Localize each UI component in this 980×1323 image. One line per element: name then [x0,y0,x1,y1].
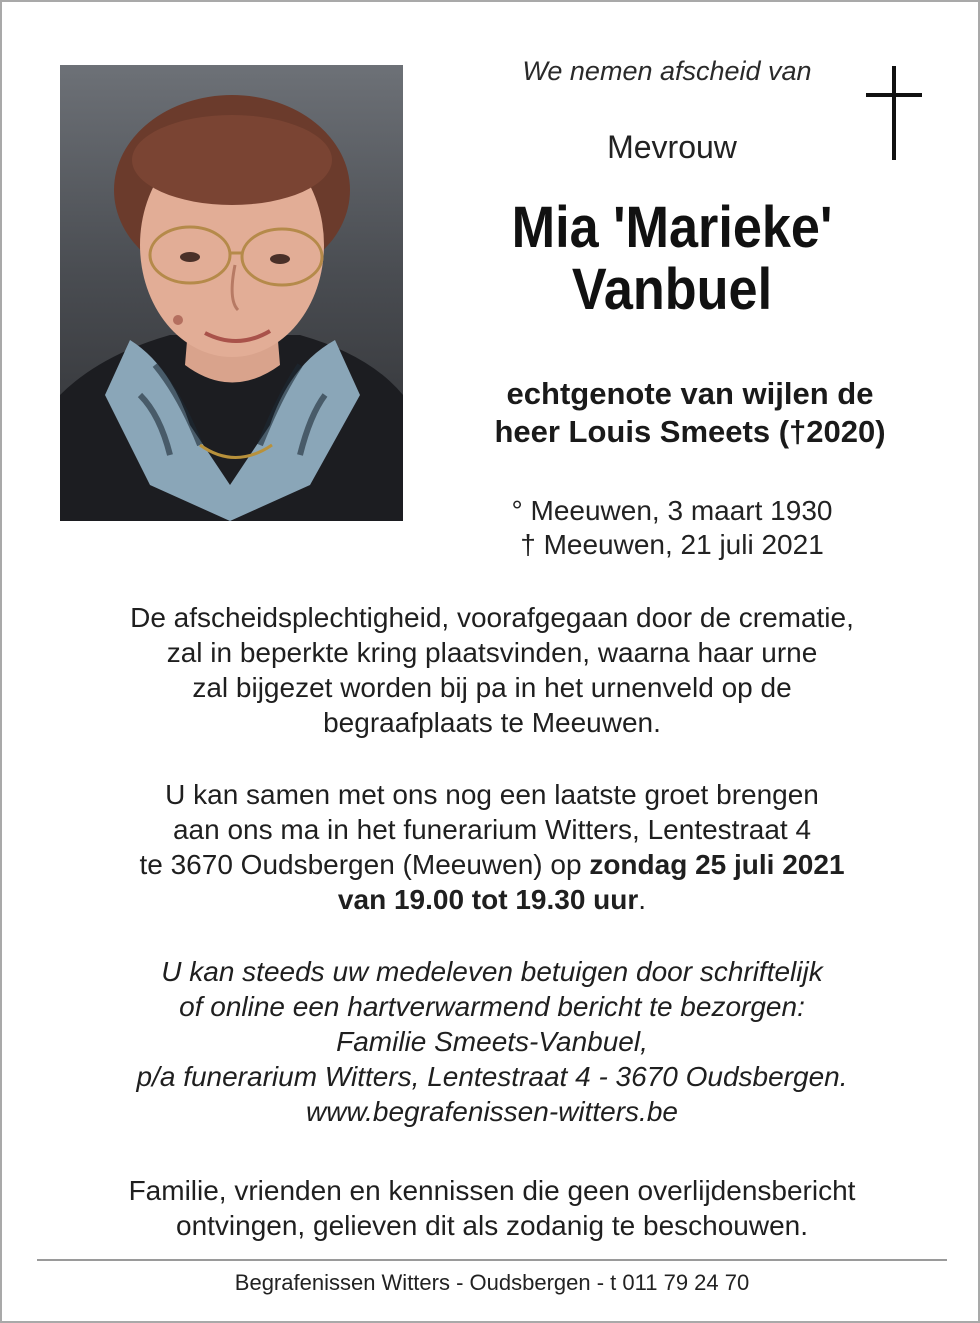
text-line: U kan samen met ons nog een laatste groet brengen [165,779,819,810]
visitation-paragraph [42,777,942,917]
text-line: zal in beperkte kring plaatsvinden, waarna haar urne [166,637,818,668]
family-name: Familie Smeets-Vanbuel, [336,1026,648,1057]
name-line-1: Mia 'Marieke' [511,195,833,260]
notice-paragraph [42,1173,942,1243]
ceremony-paragraph [42,600,942,740]
spouse-line-1: echtgenote van wijlen de [506,376,874,411]
life-dates [422,494,922,562]
visitation-date: zondag 25 juli 2021 [589,849,845,880]
text-line: zal bijgezet worden bij pa in het urnenveld op de [192,672,792,703]
visitation-place: te 3670 Oudsbergen (Meeuwen) op [139,849,590,880]
text-line [42,882,942,917]
text-line: Familie, vrienden en kennissen die geen overlijdensbericht [128,1175,856,1206]
period: . [638,884,647,915]
text-line: ontvingen, gelieven dit als zodanig te beschouwen. [176,1210,808,1241]
name-line-2: Vanbuel [571,257,773,322]
condolence-paragraph [42,954,942,1129]
text-line: De afscheidsplechtigheid, voorafgegaan door de crematie, [130,602,854,633]
death-date: † Meeuwen, 21 juli 2021 [520,529,824,560]
text-line: aan ons ma in het funerarium Witters, Lentestraat 4 [172,814,812,845]
deceased-name [447,197,897,321]
honorific: Mevrouw [607,129,737,165]
birth-date: ° Meeuwen, 3 maart 1930 [511,495,833,526]
footer-credit: Begrafenissen Witters - Oudsbergen - t 011 79 24 70 [234,1270,750,1295]
text-line: of online een hartverwarmend bericht te bezorgen: [179,991,805,1022]
portrait-photo [60,65,403,521]
visitation-time: van 19.00 tot 19.30 uur [337,884,639,915]
website-link[interactable]: www.begrafenissen-witters.be [306,1096,678,1127]
portrait-illustration [60,65,403,521]
footer-divider [37,1259,947,1261]
postal-address: p/a funerarium Witters, Lentestraat 4 - 3670 Oudsbergen. [136,1061,848,1092]
text-line: U kan steeds uw medeleven betuigen door schriftelijk [161,956,823,987]
text-line: begraafplaats te Meeuwen. [323,707,661,738]
spouse-line-2: heer Louis Smeets (†2020) [494,414,886,449]
intro-text: We nemen afscheid van [522,56,812,86]
spouse-note [420,375,960,451]
text-line [42,847,942,882]
